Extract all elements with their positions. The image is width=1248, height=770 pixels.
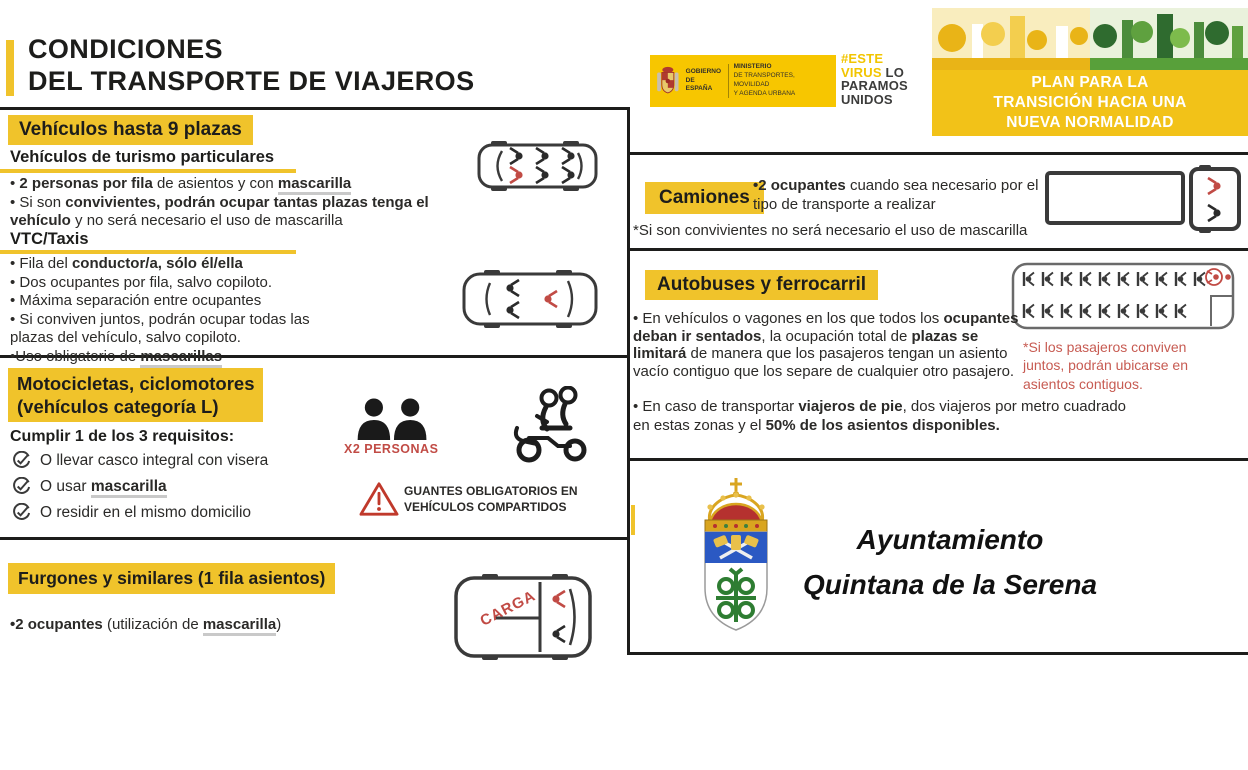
divider-under-title [0, 107, 630, 110]
requirement-domicilio [12, 503, 251, 522]
requirement-mascarilla [12, 477, 167, 496]
bullet-vtc-5: •Uso obligatorio de mascarillas [10, 348, 355, 367]
two-persons-icon [350, 397, 436, 441]
ministerio-line2: DE TRANSPORTES, MOVILIDAD [733, 72, 795, 88]
check-circle-icon [12, 477, 31, 496]
ayuntamiento-signature [795, 518, 1105, 608]
banner-line3: NUEVA NORMALIDAD [1006, 114, 1174, 132]
quintana-coat-of-arms [688, 476, 784, 648]
furgones-bullet: •2 ocupantes (utilización de mascarilla) [10, 616, 430, 635]
autobuses-paragraph-1: • En vehículos o vagones en los que todos los ocupantes deban ir sentados, la ocupación total de plazas se limitará de manera que los pasajeros tengan un asiento vacío contiguo que los separe de cualquier otro pasajero. [633, 310, 1019, 381]
van-top-view-icon [452, 572, 594, 662]
footer-accent-bar [631, 505, 635, 535]
section-heading-camiones: Camiones [645, 182, 764, 214]
bullet-vtc-2: • Dos ocupantes por fila, salvo copiloto. [10, 273, 273, 291]
transition-plan-banner [932, 8, 1248, 136]
gobierno-line2: DE ESPAÑA [685, 76, 713, 93]
section-heading-furgones: Furgones y similares (1 fila asientos) [8, 563, 335, 594]
title-accent-bar [6, 40, 14, 96]
truck-top-view-icon [1045, 163, 1245, 235]
ministerio-line1: MINISTERIO [733, 63, 772, 71]
autobuses-red-note: *Si los pasajeros conviven juntos, podrán ubicarse en asientos contiguos. [1023, 339, 1188, 392]
camiones-note: *Si son convivientes no será necesario el uso de mascarilla [633, 222, 1028, 239]
car-top-view-icon [475, 140, 600, 192]
turismo-bullets [10, 175, 482, 231]
divider-furgones [0, 537, 630, 540]
bullet-vtc-3: • Máxima separación entre ocupantes [10, 292, 262, 310]
ministerio-line3: Y AGENDA URBANA [733, 89, 796, 97]
autobuses-paragraph-2: • En caso de transportar viajeros de pie, dos viajeros por metro cuadrado en estas zonas y el 50% de los asientos disponibles. [633, 398, 1127, 434]
subheading-turismo: Vehículos de turismo particulares [10, 148, 275, 166]
requirement-mascarilla-label: O usar mascarilla [40, 478, 167, 496]
requirement-casco-label: O llevar casco integral con visera [40, 451, 269, 469]
warning-triangle-icon [358, 480, 400, 518]
page-title-line1: CONDICIONES [28, 34, 223, 64]
city-illustration [932, 8, 1248, 70]
x2-personas-label: X2 PERSONAS [344, 442, 439, 456]
banner-line2: TRANSICIÓN HACIA UNA [993, 94, 1187, 112]
section-heading-vehiculos9: Vehículos hasta 9 plazas [8, 115, 253, 145]
ayuntamiento-line2: Quintana de la Serena [802, 568, 1098, 600]
bullet-vtc-1: • Fila del conductor/a, sólo él/ella [10, 255, 243, 272]
check-circle-icon [12, 451, 31, 470]
gov-divider [728, 64, 729, 98]
gobierno-label [686, 68, 723, 94]
gloves-warning-line2: VEHÍCULOS COMPARTIDOS [404, 499, 567, 514]
subheading-turismo-underline [0, 169, 296, 173]
motos-heading-line1: Motocicletas, ciclomotores [17, 373, 255, 394]
subheading-vtc-underline [0, 250, 296, 254]
scooter-two-riders-icon [512, 386, 594, 464]
taxi-top-view-icon [460, 268, 600, 330]
section-heading-autobuses: Autobuses y ferrocarril [645, 270, 878, 300]
bullet-turismo-1: • 2 personas por fila de asientos y con mascarilla [10, 175, 482, 194]
page-title-line2: DEL TRANSPORTE DE VIAJEROS [28, 66, 475, 97]
requirement-domicilio-label: O residir en el mismo domicilio [40, 503, 252, 521]
check-circle-icon [12, 503, 31, 522]
spain-coat-of-arms-icon [655, 63, 681, 99]
hashtag-dark-part: LO PARAMOS UNIDOS [841, 64, 908, 107]
hashtag-yellow-part: #ESTE VIRUS [841, 51, 884, 80]
bullet-turismo-2: • Si son convivientes, podrán ocupar tantas plazas tenga el vehículo y no será necesario el uso de mascarilla [10, 193, 429, 230]
vtc-bullets [10, 255, 355, 367]
bullet-vtc-4: • Si conviven juntos, podrán ocupar todas las plazas del vehículo, salvo copiloto. [10, 310, 310, 347]
gloves-warning-text [404, 484, 578, 515]
campaign-hashtag [841, 52, 919, 107]
section-heading-motos [8, 368, 263, 422]
bus-seating-icon [1010, 261, 1246, 331]
gobierno-line1: GOBIERNO [685, 67, 722, 75]
camiones-text: •2 ocupantes cuando sea necesario por el tipo de transporte a realizar [753, 177, 1039, 213]
motos-intro: Cumplir 1 de los 3 requisitos: [10, 428, 235, 445]
page-title [28, 33, 474, 98]
gloves-warning-line1: GUANTES OBLIGATORIOS EN [404, 484, 578, 498]
carga-label: CARGA [477, 587, 539, 630]
ministerio-label [734, 63, 831, 98]
banner-title [932, 70, 1248, 136]
requirement-casco [12, 451, 268, 470]
subheading-vtc-taxis: VTC/Taxis [10, 230, 89, 248]
banner-line1: PLAN PARA LA [1031, 74, 1149, 91]
motos-heading-line2: (vehículos categoría L) [17, 396, 219, 418]
government-logo-box [650, 55, 836, 107]
ayuntamiento-line1: Ayuntamiento [856, 524, 1044, 555]
